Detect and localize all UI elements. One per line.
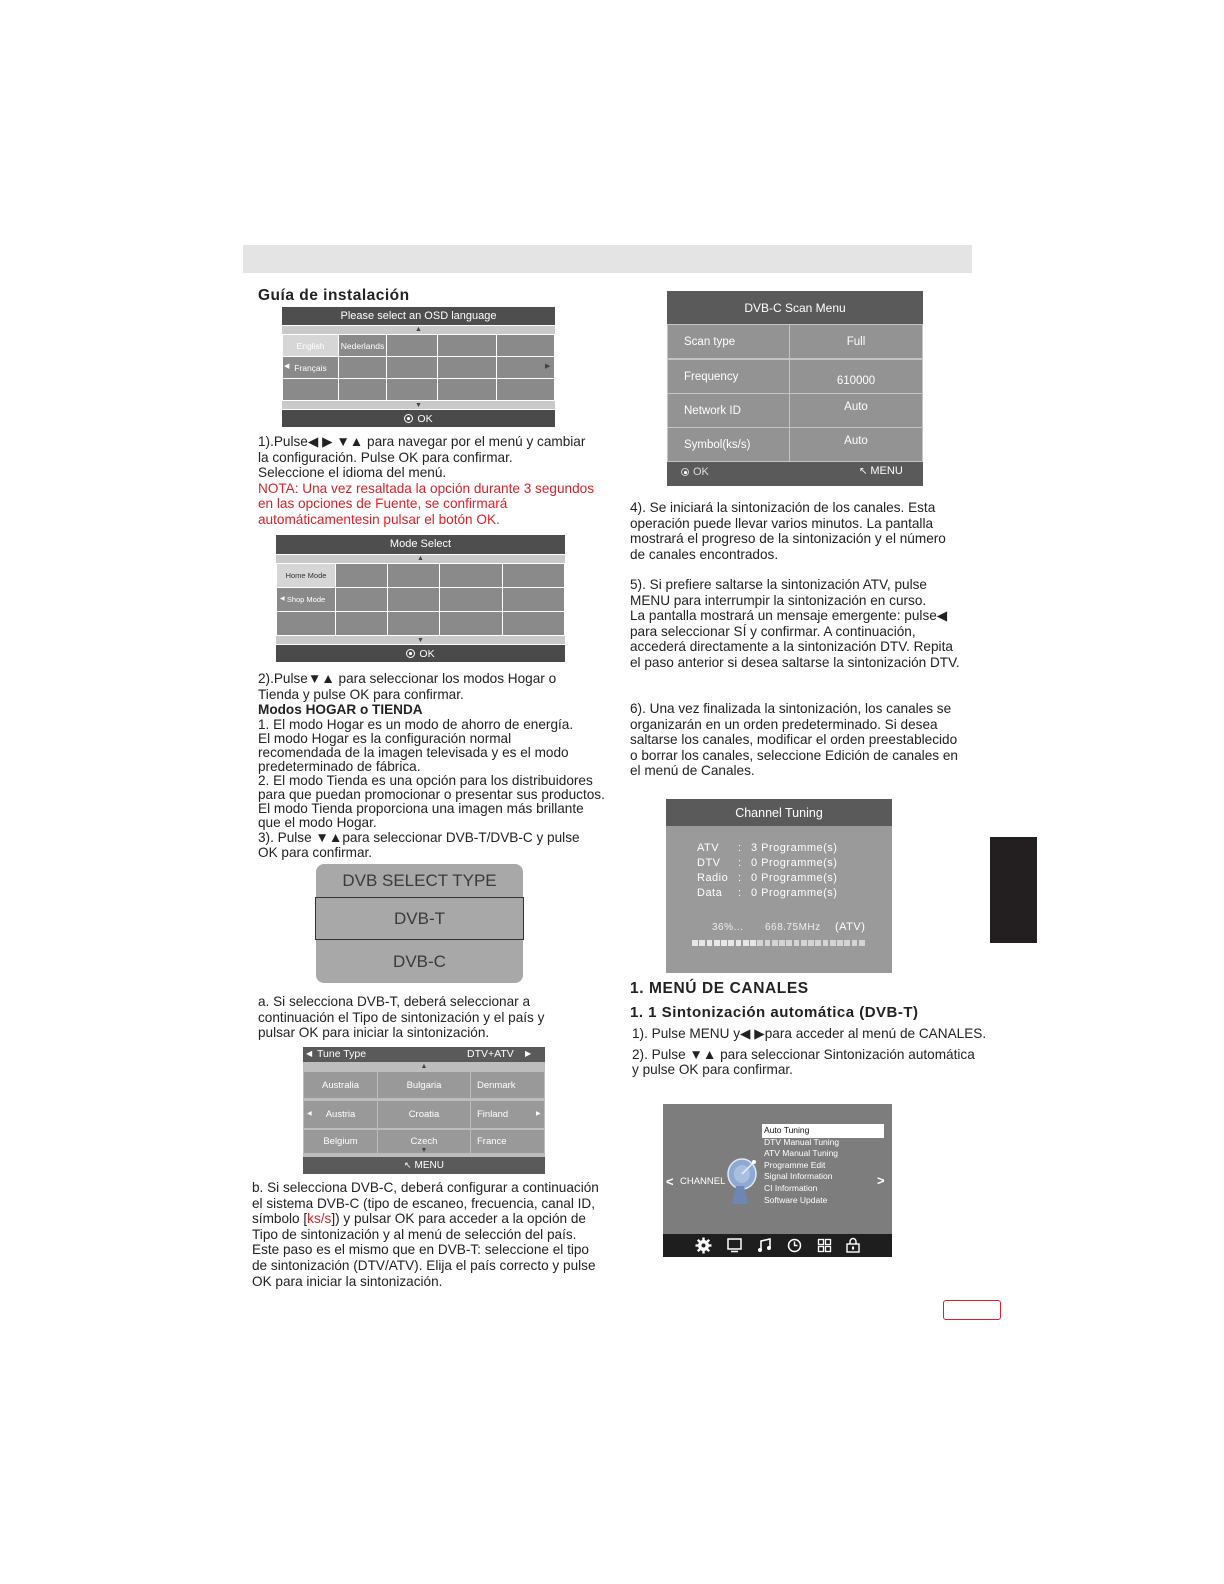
text-line: La pantalla mostrará un mensaje emergente: pulse◀ bbox=[630, 608, 948, 624]
dtv-count: 0 Programme(s) bbox=[751, 857, 838, 869]
text-line: b. Si selecciona DVB-C, deberá configurar a continuación bbox=[252, 1180, 599, 1195]
osd-language-title: Please select an OSD language bbox=[282, 307, 555, 325]
frequency-value[interactable]: 610000 bbox=[790, 360, 922, 393]
mode-cell-empty bbox=[336, 612, 387, 635]
text-line: o borrar los canales, seleccione Edición de canales en bbox=[630, 747, 958, 763]
progress-segment bbox=[844, 940, 850, 946]
text-line: 2).Pulse▼▲ para seleccionar los modos Hogar o bbox=[258, 671, 557, 686]
tune-type-screen bbox=[303, 1047, 545, 1174]
ok-icon bbox=[404, 414, 413, 423]
mode-cell-empty bbox=[388, 612, 439, 635]
side-tab bbox=[990, 837, 1037, 943]
symbol-label: Symbol(ks/s) bbox=[668, 428, 789, 461]
progress-segment bbox=[852, 940, 858, 946]
language-cell-empty bbox=[283, 379, 338, 400]
data-label: Data bbox=[697, 887, 723, 899]
country-option[interactable]: Croatia bbox=[378, 1101, 470, 1128]
down-arrow-icon: ▼ bbox=[417, 637, 424, 644]
language-cell-empty bbox=[339, 379, 386, 400]
text-line: Tienda y pulse OK para confirmar. bbox=[258, 686, 464, 702]
progress-segment bbox=[794, 940, 800, 946]
progress-segment bbox=[815, 940, 821, 946]
progress-bar bbox=[692, 940, 866, 946]
text-line: 2). Pulse ▼▲ para seleccionar Sintonización automática bbox=[632, 1046, 975, 1062]
menu-item-software-update[interactable]: Software Update bbox=[764, 1194, 828, 1205]
progress-segment bbox=[772, 940, 778, 946]
text-line: MENU para interrumpir la sintonización en curso. bbox=[630, 592, 927, 608]
ok-icon bbox=[406, 649, 415, 658]
text-line: saltarse los canales, modificar el orden preestablecido bbox=[630, 732, 958, 748]
text-line: operación puede llevar varios minutos. La pantalla bbox=[630, 515, 934, 531]
frequency-label: Frequency bbox=[668, 360, 789, 393]
symbol-value[interactable]: Auto bbox=[790, 428, 922, 461]
paragraph-b bbox=[252, 1180, 632, 1289]
progress-segment bbox=[765, 940, 771, 946]
up-arrow-icon: ▲ bbox=[417, 555, 424, 562]
colon: : bbox=[738, 887, 742, 899]
language-cell-empty bbox=[339, 357, 386, 378]
progress-segment bbox=[859, 940, 865, 946]
gear-icon[interactable] bbox=[695, 1237, 712, 1254]
progress-segment bbox=[714, 940, 720, 946]
mode-cell-empty bbox=[503, 612, 564, 635]
text-line: organizarán en un orden predeterminado. Si desea bbox=[630, 716, 938, 732]
mode-cell-empty bbox=[503, 588, 564, 611]
text-line: El modo Hogar es la configuración normal bbox=[258, 730, 512, 746]
dvbc-scan-menu-screen bbox=[667, 291, 923, 486]
osd-language-screen bbox=[282, 307, 555, 427]
progress-segment bbox=[837, 940, 843, 946]
section-subtitle: 1. 1 Sintonización automática (DVB-T) bbox=[630, 1004, 919, 1021]
mode-cell-empty bbox=[503, 564, 564, 587]
channel-menu-list bbox=[764, 1125, 839, 1206]
mode-cell-empty bbox=[440, 588, 502, 611]
text-line: y pulse OK para confirmar. bbox=[632, 1062, 793, 1078]
language-cell-empty bbox=[438, 379, 496, 400]
dvb-option-dvb-c[interactable]: DVB-C bbox=[316, 940, 523, 983]
text-fragment: ]) y pulsar OK para acceder a la opción de bbox=[331, 1211, 586, 1227]
progress-segment bbox=[830, 940, 836, 946]
grid-icon[interactable] bbox=[817, 1238, 832, 1253]
country-option[interactable]: Australia bbox=[304, 1072, 377, 1098]
section-title: 1. MENÚ DE CANALES bbox=[630, 980, 809, 997]
text-line: pulsar OK para iniciar la sintonización. bbox=[258, 1025, 490, 1041]
menu-item-dtv-manual-tuning[interactable]: DTV Manual Tuning bbox=[764, 1136, 840, 1147]
right-arrow-icon: ▶ bbox=[545, 363, 551, 370]
text-line: Tipo de sintonización y al menú de selección del país. bbox=[252, 1226, 577, 1242]
atv-label: ATV bbox=[697, 842, 720, 854]
text-line: El modo Tienda proporciona una imagen más brillante bbox=[258, 800, 584, 816]
text-line: continuación el Tipo de sintonización y el país y bbox=[258, 1009, 545, 1025]
text-line: el paso anterior si desea saltarse la sintonización DTV. bbox=[630, 654, 960, 670]
country-option[interactable]: Czech bbox=[378, 1130, 470, 1153]
mode-option-home[interactable]: Home Mode bbox=[277, 564, 335, 587]
scan-type-value[interactable]: Full bbox=[790, 325, 922, 358]
menu-item-ci-information[interactable]: CI Information bbox=[764, 1182, 818, 1193]
language-cell-empty bbox=[497, 379, 554, 400]
radio-label: Radio bbox=[697, 872, 729, 884]
paragraph-1 bbox=[258, 434, 628, 528]
network-id-value[interactable]: Auto bbox=[790, 394, 922, 427]
mode-option-shop[interactable]: Shop Mode bbox=[277, 588, 335, 611]
country-option[interactable]: Denmark bbox=[471, 1072, 544, 1098]
text-line: el sistema DVB-C (tipo de escaneo, frecuencia, canal ID, bbox=[252, 1195, 596, 1211]
tune-type-label: Tune Type bbox=[317, 1048, 367, 1060]
text-line: Este paso es el mismo que en DVB-T: seleccione el tipo bbox=[252, 1242, 589, 1258]
progress-segment bbox=[707, 940, 713, 946]
right-chevron-icon[interactable]: > bbox=[877, 1173, 885, 1188]
ok-label: OK bbox=[419, 647, 435, 660]
menu-item-atv-manual-tuning[interactable]: ATV Manual Tuning bbox=[764, 1148, 839, 1159]
radio-count: 0 Programme(s) bbox=[751, 872, 838, 884]
country-option[interactable]: Bulgaria bbox=[378, 1072, 470, 1098]
progress-segment bbox=[808, 940, 814, 946]
progress-segment bbox=[750, 940, 756, 946]
colon: : bbox=[738, 842, 742, 854]
dvb-option-dvb-t[interactable]: DVB-T bbox=[315, 897, 524, 940]
text-line: 3). Pulse ▼▲para seleccionar DVB-T/DVB-C y pulse bbox=[258, 829, 580, 845]
up-arrow-icon: ▲ bbox=[420, 1063, 428, 1070]
left-arrow-icon: ◀ bbox=[280, 596, 285, 602]
text-line: 5). Si prefiere saltarse la sintonización ATV, pulse bbox=[630, 577, 927, 592]
language-cell-empty bbox=[438, 335, 496, 356]
progress-segment bbox=[757, 940, 763, 946]
text-line: de canales encontrados. bbox=[630, 546, 779, 562]
tune-type-value[interactable]: DTV+ATV bbox=[467, 1048, 514, 1060]
menu-hint[interactable] bbox=[859, 465, 903, 477]
progress-segment bbox=[728, 940, 734, 946]
down-arrow-icon: ▼ bbox=[420, 1147, 428, 1154]
section-steps bbox=[632, 1026, 1012, 1078]
progress-segment bbox=[692, 940, 698, 946]
mode-cell-empty bbox=[440, 612, 502, 635]
scan-type-label: Scan type bbox=[668, 325, 789, 358]
text-line: a. Si selecciona DVB-T, deberá seleccionar a bbox=[258, 994, 531, 1009]
country-option[interactable]: France bbox=[471, 1130, 544, 1153]
paragraph-5 bbox=[630, 577, 986, 671]
page-number-box bbox=[943, 1300, 1001, 1320]
down-arrow-icon: ▼ bbox=[415, 402, 422, 409]
text-fragment: símbolo [ bbox=[252, 1211, 308, 1227]
mode-cell-empty bbox=[336, 564, 387, 587]
text-line: 1). Pulse MENU y◀ ▶para acceder al menú de CANALES. bbox=[632, 1026, 987, 1041]
clock-icon[interactable] bbox=[787, 1238, 802, 1253]
text-line: 4). Se iniciará la sintonización de los canales. Esta bbox=[630, 500, 936, 515]
progress-segment bbox=[699, 940, 705, 946]
right-arrow-icon[interactable]: ▶ bbox=[525, 1049, 532, 1058]
tuning-mode: (ATV) bbox=[835, 921, 866, 933]
text-line: Seleccione el idioma del menú. bbox=[258, 465, 447, 481]
screen-icon[interactable] bbox=[727, 1238, 742, 1253]
language-cell-empty bbox=[497, 335, 554, 356]
text-line: OK para confirmar. bbox=[258, 845, 373, 861]
text-line: para que puedan promocionar o presentar sus productos. bbox=[258, 786, 605, 802]
text-line: mostrará el progreso de la sintonización y el número bbox=[630, 531, 946, 547]
text-line: la configuración. Pulse OK para confirmar. bbox=[258, 449, 513, 465]
progress-segment bbox=[743, 940, 749, 946]
ok-bar[interactable] bbox=[276, 645, 565, 662]
mode-cell-empty bbox=[388, 588, 439, 611]
note-line: automáticamentesin pulsar el botón OK. bbox=[258, 511, 500, 527]
colon: : bbox=[738, 872, 742, 884]
progress-segment bbox=[721, 940, 727, 946]
text-line: de sintonización (DTV/ATV). Elija el país correcto y pulse bbox=[252, 1257, 596, 1273]
progress-percent: 36%... bbox=[712, 922, 744, 933]
menu-item-signal-information[interactable]: Signal Information bbox=[764, 1171, 833, 1182]
menu-bar[interactable] bbox=[303, 1157, 545, 1174]
ok-bar[interactable] bbox=[282, 410, 555, 427]
language-cell-empty bbox=[387, 379, 437, 400]
up-arrow-icon: ▲ bbox=[415, 326, 422, 333]
language-option-francais[interactable]: Français bbox=[283, 357, 338, 378]
channel-tuning-screen bbox=[666, 799, 892, 973]
paragraph-2 bbox=[258, 671, 630, 861]
menu-label: MENU bbox=[870, 465, 903, 477]
header-bar bbox=[243, 245, 972, 273]
menu-label: MENU bbox=[414, 1160, 444, 1171]
progress-segment bbox=[801, 940, 807, 946]
paragraph-4 bbox=[630, 500, 980, 562]
tuning-frequency: 668.75MHz bbox=[765, 922, 821, 933]
ok-label: OK bbox=[417, 412, 433, 425]
mode-cell-empty bbox=[277, 612, 335, 635]
menu-return-icon: ↖ bbox=[859, 465, 868, 477]
paragraph-6 bbox=[630, 701, 986, 779]
right-arrow-icon: ▶ bbox=[536, 1111, 541, 1117]
scan-menu-title: DVB-C Scan Menu bbox=[667, 291, 923, 324]
network-id-label: Network ID bbox=[668, 394, 789, 427]
note-line: en las opciones de Fuente, se confirmará bbox=[258, 496, 508, 512]
left-arrow-icon[interactable]: ◀ bbox=[306, 1049, 313, 1058]
text-line: OK para iniciar la sintonización. bbox=[252, 1273, 443, 1289]
text-line: que el modo Hogar. bbox=[258, 814, 377, 830]
progress-segment bbox=[786, 940, 792, 946]
atv-count: 3 Programme(s) bbox=[751, 842, 838, 854]
channel-label: CHANNEL bbox=[680, 1176, 726, 1187]
text-line: 1. El modo Hogar es un modo de ahorro de energía. bbox=[258, 716, 574, 732]
dvb-select-title: DVB SELECT TYPE bbox=[316, 864, 523, 898]
text-line: 2. El modo Tienda es una opción para los distribuidores bbox=[258, 772, 593, 788]
mode-select-screen bbox=[276, 535, 565, 662]
dvb-select-screen bbox=[315, 864, 524, 984]
channel-menu-screen bbox=[663, 1104, 892, 1257]
music-icon[interactable] bbox=[757, 1238, 772, 1253]
text-line: para seleccionar SÍ y confirmar. A continuación, bbox=[630, 623, 916, 639]
mode-select-title: Mode Select bbox=[276, 535, 565, 554]
country-option[interactable]: Finland bbox=[471, 1101, 544, 1128]
left-arrow-icon: ◀ bbox=[284, 363, 290, 370]
menu-return-icon: ↖ bbox=[404, 1160, 412, 1170]
country-option[interactable]: Belgium bbox=[304, 1130, 377, 1153]
menu-item-programme-edit[interactable]: Programme Edit bbox=[764, 1159, 826, 1170]
lock-icon[interactable] bbox=[845, 1237, 861, 1253]
note-line: NOTA: Una vez resaltada la opción durante 3 segundos bbox=[258, 480, 595, 496]
language-option-nederlands[interactable]: Nederlands bbox=[339, 335, 386, 356]
country-option[interactable]: Austria bbox=[304, 1101, 377, 1128]
colon: : bbox=[738, 857, 742, 869]
progress-segment bbox=[823, 940, 829, 946]
menu-item-auto-tuning[interactable]: Auto Tuning bbox=[764, 1125, 810, 1135]
language-option-english[interactable]: English bbox=[283, 335, 338, 356]
language-cell-empty bbox=[438, 357, 496, 378]
left-chevron-icon[interactable]: < bbox=[666, 1174, 674, 1189]
mode-cell-empty bbox=[388, 564, 439, 587]
page-heading: Guía de instalación bbox=[258, 287, 410, 304]
ok-hint[interactable] bbox=[681, 466, 709, 478]
progress-segment bbox=[779, 940, 785, 946]
ks-s-highlight: ks/s bbox=[307, 1211, 332, 1227]
progress-segment bbox=[736, 940, 742, 946]
data-count: 0 Programme(s) bbox=[751, 887, 838, 899]
ok-icon bbox=[681, 468, 689, 476]
text-line-symbol bbox=[252, 1211, 632, 1227]
paragraph-a bbox=[258, 994, 628, 1041]
language-cell-empty bbox=[387, 357, 437, 378]
text-line: 6). Una vez finalizada la sintonización, los canales se bbox=[630, 701, 952, 716]
text-line: predeterminado de fábrica. bbox=[258, 758, 421, 774]
language-cell-empty bbox=[387, 335, 437, 356]
text-line: el menú de Canales. bbox=[630, 763, 755, 779]
menu-icon-bar bbox=[663, 1234, 892, 1257]
satellite-dish-icon bbox=[724, 1156, 760, 1206]
channel-tuning-title: Channel Tuning bbox=[666, 799, 892, 826]
mode-cell-empty bbox=[440, 564, 502, 587]
text-line: accederá directamente a la sintonización DTV. Repita bbox=[630, 639, 953, 655]
subheading: Modos HOGAR o TIENDA bbox=[258, 702, 423, 718]
dtv-label: DTV bbox=[697, 857, 721, 869]
mode-cell-empty bbox=[336, 588, 387, 611]
text-line: recomendada de la imagen televisada y es el modo bbox=[258, 744, 569, 760]
text-line: 1).Pulse◀ ▶ ▼▲ para navegar por el menú y cambiar bbox=[258, 434, 586, 449]
ok-label: OK bbox=[693, 466, 709, 478]
left-arrow-icon: ◀ bbox=[307, 1111, 312, 1117]
